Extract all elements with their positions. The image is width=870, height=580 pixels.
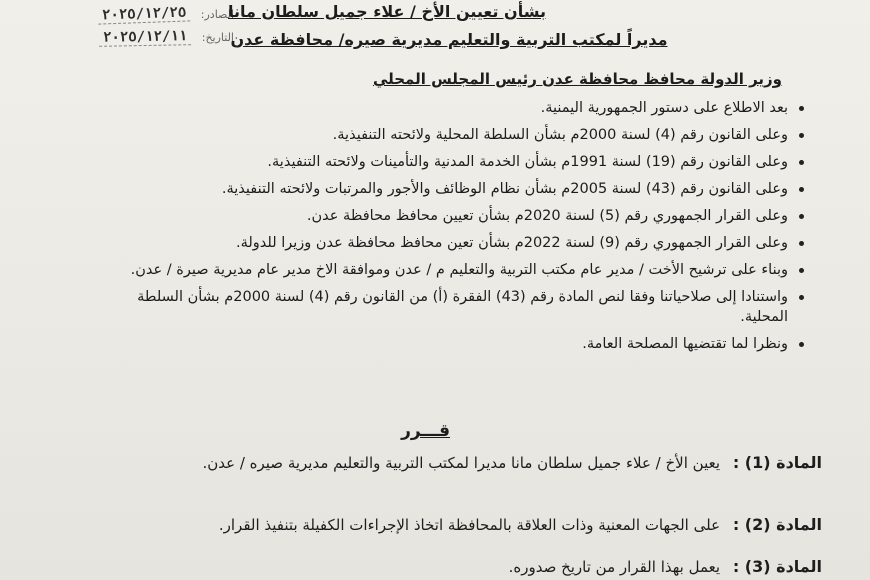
preamble-clause: وعلى القرار الجمهوري رقم (5) لسنة 2020م بشأن تعيين محافظ محافظة عدن.: [106, 206, 806, 226]
issued-value: ٢٠٢٥/١٢/٢٥: [98, 4, 191, 24]
decision-heading: قـــرر: [401, 421, 450, 441]
preamble-clause: وعلى القرار الجمهوري رقم (9) لسنة 2022م بشأن تعين محافظ محافظة عدن وزيرا للدولة.: [106, 233, 806, 253]
article-1: [42, 452, 822, 474]
article-number: المادة (3) :: [732, 557, 822, 576]
date-label: التاريخ:: [201, 31, 234, 44]
article-3: [42, 556, 822, 578]
preamble-clause: وبناء على ترشيح الأخت / مدير عام مكتب التربية والتعليم م / عدن وموافقة الاخ مدير عام مديرية صيرة / عدن.: [106, 260, 806, 280]
subject-line-2: مديراً لمكتب التربية والتعليم مديرية صيره/ محافظة عدن: [230, 30, 668, 49]
preamble-clause: وعلى القانون رقم (19) لسنة 1991م بشأن الخدمة المدنية والتأمينات ولائحته التنفيذية.: [106, 152, 806, 172]
date-value: ٢٠٢٥/١٢/١١: [99, 28, 192, 47]
preamble-clause: وعلى القانون رقم (4) لسنة 2000م بشأن السلطة المحلية ولائحته التنفيذية.: [106, 125, 806, 145]
article-text: يعين الأخ / علاء جميل سلطان مانا مديرا لمكتب التربية والتعليم مديرية صيره / عدن.: [202, 454, 721, 472]
article-text: على الجهات المعنية وذات العلاقة بالمحافظة اتخاذ الإجراءات الكفيلة بتنفيذ القرار.: [218, 516, 721, 534]
issued-label: الصادر:: [200, 8, 234, 21]
preamble-clause: وعلى القانون رقم (43) لسنة 2005م بشأن نظام الوظائف والأجور والمرتبات ولائحته التنفيذية.: [106, 179, 806, 199]
issued-number-line: [6, 6, 234, 23]
reference-box: [6, 4, 234, 52]
issuer-title: وزير الدولة محافظ محافظة عدن رئيس المجلس المحلي: [372, 70, 782, 88]
article-text: يعمل بهذا القرار من تاريخ صدوره.: [508, 558, 721, 576]
preamble-clauses: [106, 98, 806, 361]
preamble-clause: ونظرا لما تقتضيها المصلحة العامة.: [106, 334, 806, 354]
preamble-clause: واستنادا إلى صلاحياتنا وفقا لنص المادة رقم (43) الفقرة (أ) من القانون رقم (4) لسنة 2000م بشأن السلطة المحلية.: [106, 287, 806, 327]
article-number: المادة (1) :: [732, 453, 822, 472]
article-number: المادة (2) :: [732, 515, 822, 534]
subject-line-1: بشأن تعيين الأخ / علاء جميل سلطان مانا: [228, 2, 546, 21]
date-line: [6, 29, 234, 46]
article-2: [42, 514, 822, 536]
preamble-clause: بعد الاطلاع على دستور الجمهورية اليمنية.: [106, 98, 806, 118]
